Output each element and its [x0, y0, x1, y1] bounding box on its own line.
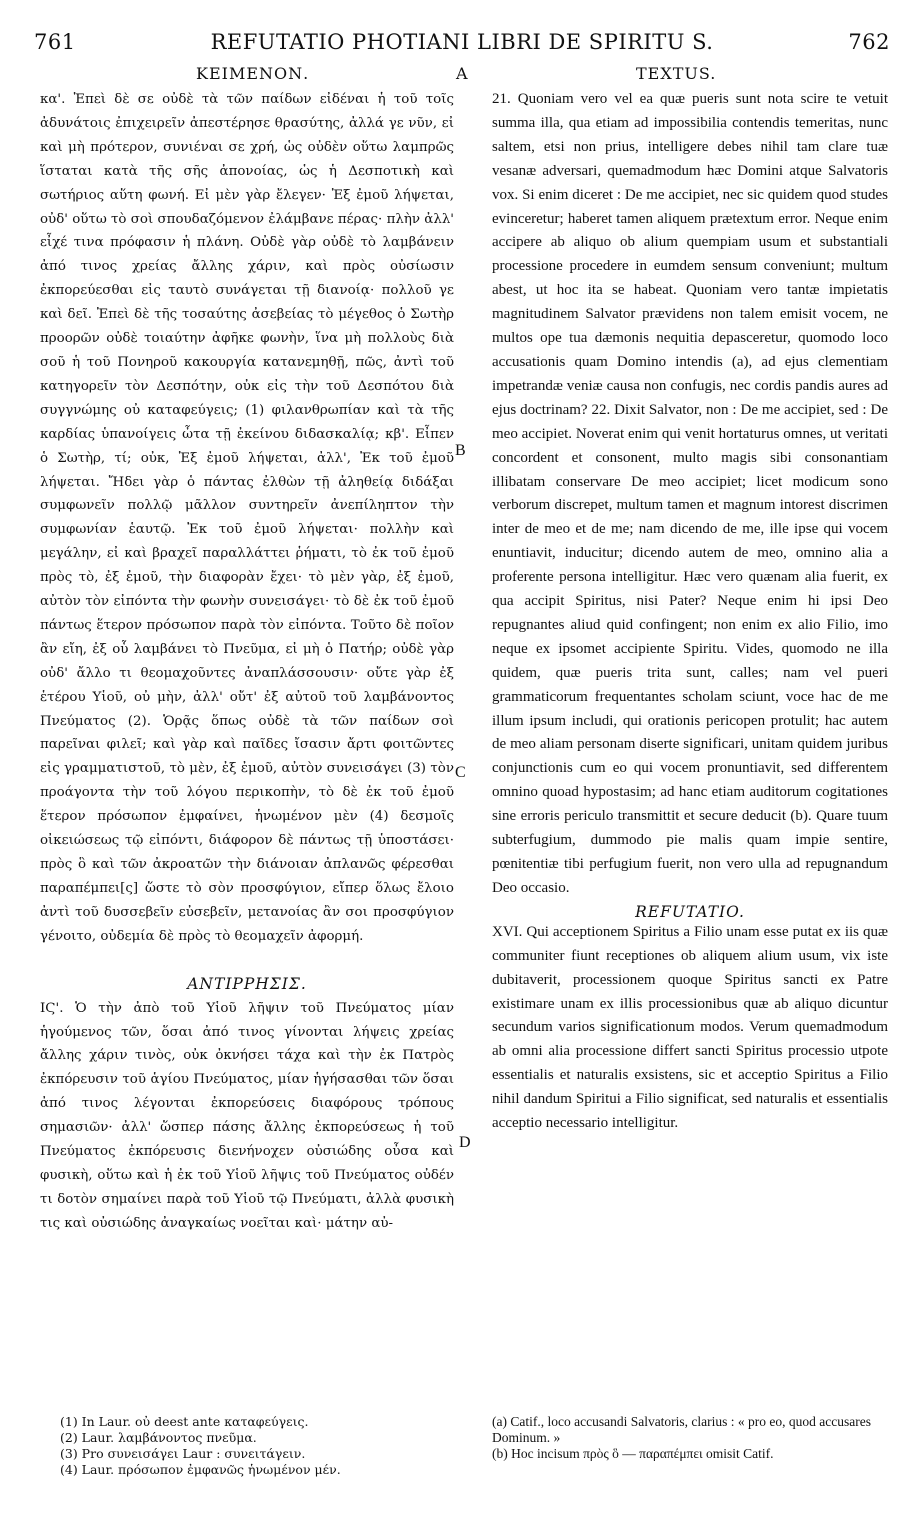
footnote: (3) Pro συνεισάγει Laur : συνειτάγειν. — [60, 1446, 306, 1461]
greek-text: κα'. Ἐπεὶ δὲ σε οὐδὲ τὰ τῶν παίδων εἰδέναι ἡ τοῦ τοῖς ἀδυνάτοις ἐπιχειρεῖν ἀπεστέρησε θρασύτης, ἀλλά γε νῦν, εἰ καὶ μὴ πρότερον, συνιέναι σε χρή, ὡς οὐδὲν οὕτω λαμπρῶς ἵσταται κατὰ τῆς σῆς ἀπονοίας, ὡς ἡ Δεσποτικὴ καὶ σωτήριος αὕτη φωνή. Εἰ μὲν γὰρ ἔλεγεν· Ἐξ ἐμοῦ λήψεται, οὐδ' οὕτω τὸ σοὶ σπουδαζόμενον ἐλάμβανε πέρας· πλὴν ἀλλ' εἶχέ τινα πρόφασιν ἡ πλάνη. Οὐδὲ γὰρ οὐδὲ τὸ λαμβάνειν ἀπό τινος χρείας ἄλλης χάριν, καὶ πρὸς οὐσίωσιν ἐκπορεύεσθαι εἰς ταυτὸ συνάγεται τῇ διανοίᾳ· πολλοῦ γε καὶ δεῖ. Ἐπεὶ δὲ τῆς τοσαύτης ἀσεβείας τὸ μέγεθος ὁ Σωτὴρ προορῶν οὐδὲ τοιαύτην ἀφῆκε φωνὴν, ἵνα μὴ πολλοὺς διὰ σοῦ ἡ τοῦ Πονηροῦ κακουργία κατανεμηθῇ, πῶς, ἀντὶ τοῦ κατηγορεῖν τὸν Δεσπότην, οὐκ εἰς τὴν τοῦ Δεσπότου διὰ συγγνώμης οὐ καταφεύγεις; (1) φιλανθρωπίαν καὶ τὰ τῆς καρδίας ὑπανοίγεις ὦτα τῇ ἐκείνου διδασκαλίᾳ; κβ'. Εἶπεν ὁ Σωτὴρ, τί; οὐκ, Ἐξ ἐμοῦ λήψεται, ἀλλ', Ἐκ τοῦ ἐμοῦ λήψεται. Ἤδει γὰρ ὁ πάντας ἐλθὼν τῇ ἀληθείᾳ διδάξαι συμφωνεῖν πολλῷ μᾶλλον συντηρεῖν ἀνεπίληπτον τὴν συμφωνίαν ἑαυτῷ. Ἐκ τοῦ ἐμοῦ λήψεται· πολλὴν καὶ μεγάλην, εἰ καὶ βραχεῖ παραλλάττει ῥήματι, τὸ ἐκ τοῦ ἐμοῦ πρὸς τὸ, ἐξ ἐμοῦ, τὴν διαφορὰν ἔχει· τὸ μὲν γὰρ, ἐξ ἐμοῦ, αὐτὸν τὸν εἰπόντα τὴν φωνὴν συνεισάγει· τὸ δὲ ἐκ τοῦ ἐμοῦ πάντως ἕτερον πρόσωπον παρὰ τὸν εἰπόντα. Τοῦτο δὲ ποῖον ἂν εἴη, ἐξ οὗ λαμβάνει τὸ Πνεῦμα, εἰ μὴ ὁ Πατήρ; οὐδὲ γὰρ οὐδ' ἄλλο τι θεομαχοῦντες ἀναπλάσσουσιν· οὔτε γὰρ ἐξ ἑτέρου Υἱοῦ, οὐ μὴν, ἀλλ' οὔτ' ἐξ αὐτοῦ τοῦ λαμβάνοντος Πνεύματος (2). Ὁρᾷς ὅπως οὐδὲ τὰ τῶν παίδων σοὶ παρεῖναι φιλεῖ; καὶ γὰρ καὶ παῖδες ἴσασιν ἄρτι φοιτῶντες εἰς γραμματιστοῦ, τὸ μὲν, ἐξ ἐμοῦ, αὐτὸν συνεισάγει (3) τὸν προάγοντα τὴν τοῦ λόγου περικοπὴν, τὸ δὲ ἐκ τοῦ ἐμοῦ ἕτερον πρόσωπον ἐμφαίνει, ἡνωμένον μὲν (4) δεσμοῖς οἰκειώσεως τῷ εἰπόντι, διάφορον δὲ πάντως τῇ ὑποστάσει· πρὸς ὃ καὶ τῶν ἀκροατῶν τὴν διάνοιαν ἀπλανῶς φέρεσθαι παραπέμπει[ς] ὥστε τὸ σὸν προσφύγιον, εἴπερ ὅλως ἔλοιο ἀντὶ τοῦ δυσσεβεῖν εὐσεβεῖν, μετανοίας ἂν σοι προσφύγιον γένοιτο, οὐδεμία δὲ πρὸς τὸ θεομαχεῖν ἀφορμή. — [40, 92, 454, 944]
greek-column-heading: ΚΕΙΜΕΝΟΝ. — [196, 64, 310, 83]
greek-column — [40, 88, 454, 1236]
antirrhesis-text: ΙϚ'. Ὁ τὴν ἀπὸ τοῦ Υἱοῦ λῆψιν τοῦ Πνεύματος μίαν ἡγούμενος τῶν, ὅσαι ἀπό τινος γίνονται λήψεις χρείας ἄλλης χάριν τινὸς, οὐκ ὀκνήσει τάχα καὶ τὴν ἐκ Πατρὸς ἐκπόρευσιν τοῦ ἁγίου Πνεύματος, μίαν ἡγήσασθαι τῶν ὅσαι ἀπό τινος λέγονται ἐκπορεύσεις διαφόρους τρόπους σημασιῶν· ἀλλ' ὥσπερ πάσης ἄλλης ἐκπορεύσεως ἡ τοῦ Πνεύματος ἐκπόρευσις διενήνοχεν οὐσιώδης οὖσα καὶ φυσικὴ, οὕτω καὶ ἡ ἐκ τοῦ Υἱοῦ λῆψις τοῦ Πνεύματος οὐδέν τι δοτὸν σημαίνει παρὰ τοῦ Υἱοῦ τῷ Πνεύματι, ἀλλὰ φυσικὴ τις καὶ οὐσιώδης ἀναγκαίως νοεῖται καὶ· μάτην αὐ- — [40, 1000, 454, 1231]
latin-footnotes — [492, 1414, 888, 1462]
footnote: (4) Laur. πρόσωπον ἐμφανῶς ἡνωμένον μέν. — [60, 1462, 341, 1477]
footnote: (1) In Laur. οὐ deest ante καταφεύγεις. — [60, 1414, 309, 1429]
column-marker-b: B — [455, 442, 466, 459]
footnote: (b) Hoc incisum πρὸς ὃ — παραπέμπει omisit Catif. — [492, 1446, 774, 1461]
refutatio-title: REFUTATIO. — [635, 902, 745, 921]
greek-footnotes — [60, 1414, 456, 1478]
page-number-left: 761 — [34, 30, 76, 54]
footnote: (a) Catif., loco accusandi Salvatoris, clarius : « pro eo, quod accusares Dominum. » — [492, 1414, 871, 1445]
latin-column-heading: TEXTUS. — [636, 64, 717, 83]
column-marker-d: D — [459, 1134, 471, 1151]
latin-text: 21. Quoniam vero vel ea quæ pueris sunt nota scire te vetuit summa illa, qua etiam ad impossibilia contendis temeritas, nunc saltem, etsi non prius, intelligere debes nihil tam clare tuæ vesanæ adversari, quemadmodum hæc Domini atque Salvatoris vox. Si enim diceret : De me accipiet, nec sic quidem quod studes evinceretur; haberet tamen aliquem prætextum error. Neque enim accipere ab aliquo ob alium quempiam usum et substantiali processione procedere in eumdem sensum conveniunt; multum abest, ut hoc ita se habeat. Quoniam vero tantæ impietatis magnitudinem Salvator prævidens non talem emisit vocem, ne multos ope tua dæmonis nequitia depasceretur, quomodo loco accusationis quam Domino intendis (a), ad ejus clementiam impetrandæ veniæ causa non confugis, nec cordis pandis aures ad ejus doctrinam? 22. Dixit Salvator, non : De me accipiet, sed : De meo accipiet. Noverat enim qui venit hortaturus omnes, ut veritati concordent et consonent, multo magis sibi consonantiam illibatam conservare De meo accipiet; licet modicum sono verborum discrepet, multum tamen et magnum intorest discrimen inter de meo et de me; nam dicendo de me, ille ipse qui vocem enuntiavit, inducitur; dicendo autem de meo, omnino alia a proferente persona intelligitur. Hæc vero quænam alia fuerit, ex qua accipit Spiritus, nisi Pater? Neque enim hi ipsi Deo repugnantes aliud quid confingent; non enim ex alio Filio, imo neque ex ipsomet accipiente Spiritu. Vides, quomodo ne illa quidem, quæ pueris trita sunt, calles; nam vel pueri grammaticorum frequentantes scholam sciunt, voce hac de me illum ipsum includi, qui orationis pericopen protulit; hac autem de meo aliam personam diserte significari, unitam quidem juribus conjunctionis cum eo qui vocem pronuntiavit, sed differentem omnino quoad hypostasim; ad hanc etiam auditorum cogitationes sine erroris periculo transmittit et secure deducit (b). Quare tuum subterfugium, dummodo pie malis quam impie sentire, pœnitentiæ tibi perfugium fuerit, non vero ulla ad repugnandum Deo occasio. — [492, 91, 888, 896]
running-title: REFUTATIO PHOTIANI LIBRI DE SPIRITU S. — [210, 30, 714, 54]
column-marker-a: A — [456, 64, 469, 83]
page-number-right: 762 — [848, 30, 890, 54]
latin-column — [492, 88, 888, 1136]
antirrhesis-title: ΑΝΤΙΡΡΗΣΙΣ. — [187, 974, 307, 993]
column-marker-c: C — [455, 764, 466, 781]
running-head — [34, 30, 890, 60]
footnote: (2) Laur. λαμβάνοντος πνεῦμα. — [60, 1430, 257, 1445]
refutatio-text: XVI. Qui acceptionem Spiritus a Filio unam esse putat ex iis quæ communiter fiunt receptiones ob aliquem alium usum, vix iste dubitaverit, processionem quoque Spiritus sancti ex Patre existimare unam ex illis processionibus quæ ab aliquo dicuntur secundum varios significationum modos. Verum quemadmodum ab omni alia processione differt sancti Spiritus processio utpote essentialis et naturalis exsistens, sic et acceptio Spiritus a Filio nihil dandum Spiritui a Filio significat, sed naturalis et essentialis acceptio necessario intelligitur. — [492, 923, 888, 1132]
